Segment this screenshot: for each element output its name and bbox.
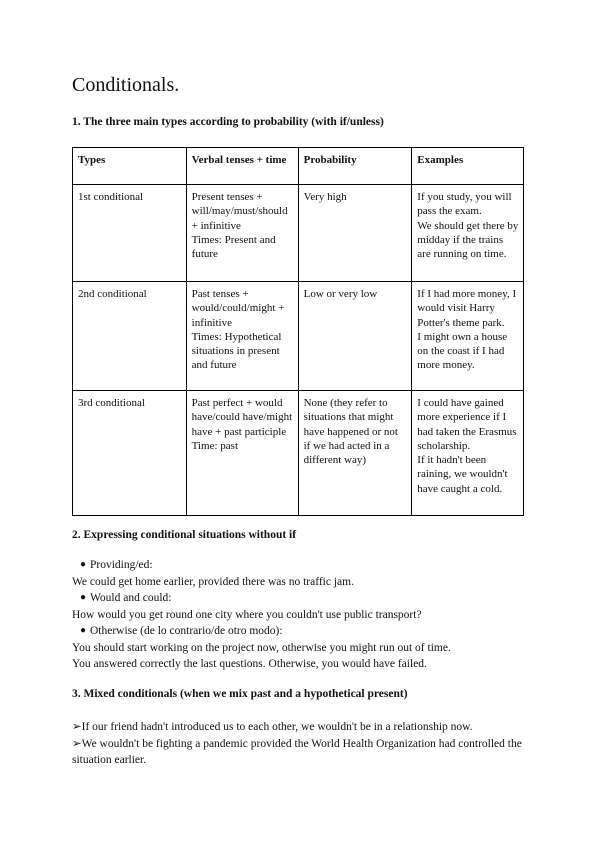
tenses-line: Time: past [191,439,239,452]
cell-tenses [186,185,298,282]
mixed-conditional-example: ➢We wouldn't be fighting a pandemic provided the World Health Organization had controlled the situation earlier. [72,737,522,766]
tenses-line: Past tenses + would/could/might + infinitive [191,288,285,329]
list-item [72,623,532,640]
tenses-line: Times: Present and future [191,233,276,261]
list-item [72,557,532,574]
section1-heading: 1. The three main types according to probability (with if/unless) [72,116,384,128]
header-verbal-tenses: Verbal tenses + time [186,148,298,185]
bullet-icon: ● [80,559,87,570]
example-line: We should get there by midday if the trains are running on time. [417,219,519,261]
example-sentence: You answered correctly the last questions. Otherwise, you would have failed. [72,658,427,670]
cell-tenses [186,391,298,516]
tenses-line: Present tenses + will/may/must/should + infinitive [191,191,288,232]
header-types: Types [73,148,187,185]
section2-body [72,557,532,673]
cell-examples [412,185,524,282]
example-line: I might own a house on the coast if I had more money. [417,330,508,372]
table-row [73,391,524,516]
bullet-icon: ● [80,625,87,636]
example-line: I could have gained more experience if I had taken the Erasmus scholarship. [417,397,517,452]
page-title: Conditionals. [72,74,180,96]
mixed-conditional-example: ➢If our friend hadn't introduced us to each other, we wouldn't be in a relationship now. [72,721,473,733]
tenses-line: Past perfect + would have/could have/might have + past participle [191,397,293,438]
section2-heading: 2. Expressing conditional situations without if [72,529,297,541]
cell-type: 2nd conditional [73,282,187,391]
cell-probability: Very high [298,185,412,282]
table-header-row [73,148,524,185]
cell-probability: Low or very low [298,282,412,391]
cell-tenses [186,282,298,391]
example-sentence: How would you get round one city where you couldn't use public transport? [72,608,422,621]
header-probability: Probability [298,148,412,185]
example-sentence: We could get home earlier, provided there was no traffic jam. [72,575,354,588]
conditionals-table [72,147,524,516]
header-examples: Examples [412,148,524,185]
section3-heading: 3. Mixed conditionals (when we mix past and a hypothetical present) [72,688,408,700]
cell-probability: None (they refer to situations that might have happened or not if we had acted in a different way) [298,391,412,516]
table-row [73,185,524,282]
bullet-text: Otherwise (de lo contrario/de otro modo): [90,625,283,637]
section3-body [72,719,532,769]
table-row [73,282,524,391]
bullet-text: Providing/ed: [90,559,153,571]
cell-examples [412,282,524,391]
example-line: If I had more money, I would visit Harry Potter's theme park. [417,288,517,329]
list-item [72,590,532,607]
bullet-text: Would and could: [90,592,172,604]
tenses-line: Times: Hypothetical situations in present and future [191,330,282,372]
example-line: If you study, you will pass the exam. [417,191,512,218]
cell-type: 3rd conditional [73,391,187,516]
example-sentence: You should start working on the project now, otherwise you might run out of time. [72,641,451,654]
bullet-icon: ● [80,592,87,603]
cell-type: 1st conditional [73,185,187,282]
example-line: If it hadn't been raining, we wouldn't have caught a cold. [417,454,508,495]
cell-examples [412,391,524,516]
